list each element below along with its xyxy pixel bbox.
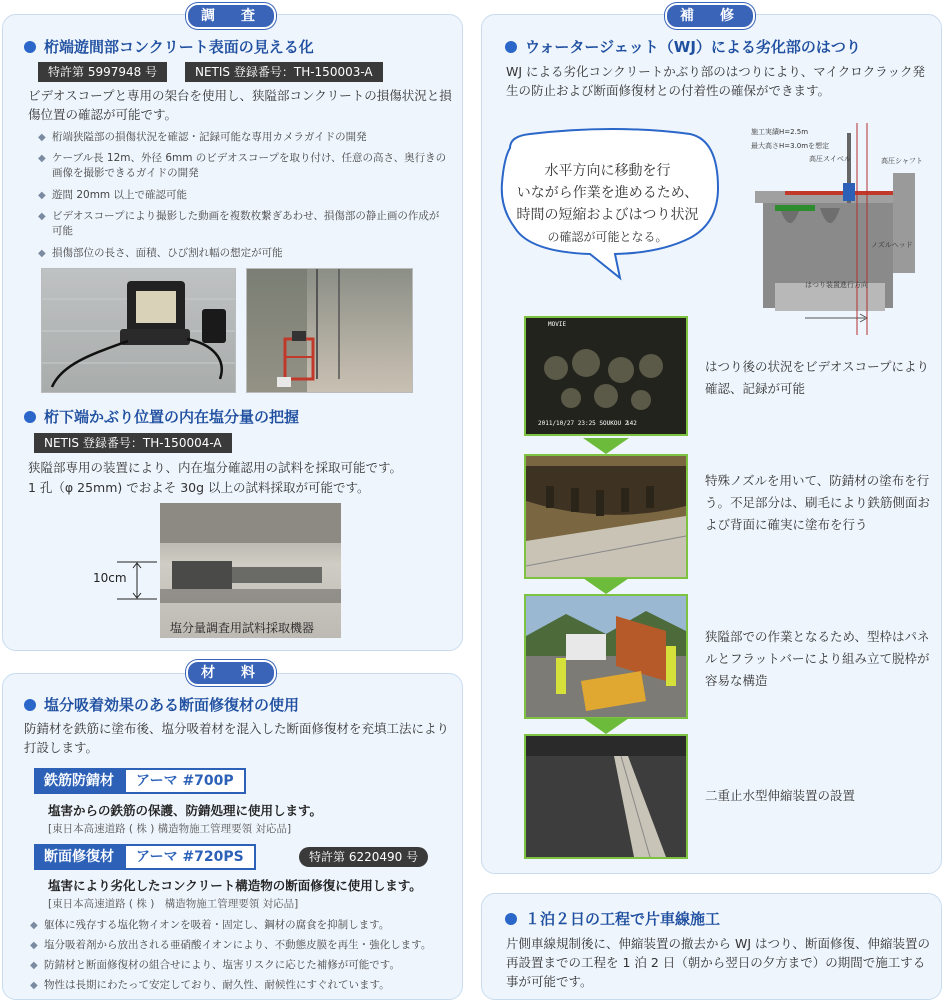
bullet-dot-icon <box>24 699 36 711</box>
diagram-label-h2: 最大高さH=3.0mを想定 <box>751 142 830 150</box>
diamond-icon: ◆ <box>38 190 46 201</box>
device-caption: 塩分量調査用試料採取機器 <box>170 621 315 635</box>
patent-badge-2: 特許第 6220490 号 <box>299 847 428 867</box>
survey-section1-desc: ビデオスコープと専用の架台を使用し、狭隘部コンクリートの損傷状況と損傷位置の確認が可能です。 <box>28 88 452 122</box>
bullet-dot-icon <box>505 913 517 925</box>
bubble-line: 水平方向に移動を行 <box>544 163 671 179</box>
video-overlay-movie: MOVIE <box>548 321 567 328</box>
survey-section2-desc-2: 1 孔（φ 25mm) でおよそ 30g 以上の試料採取が可能です。 <box>28 480 370 495</box>
step-2-text: 特殊ノズルを用いて、防錆材の塗布を行う。不足部分は、刷毛により鉄筋側面および背面に確実に塗布を行う <box>705 473 931 532</box>
product-category: 鉄筋防錆材 <box>34 768 124 794</box>
product-700p-note: [東日本高速道路 ( 株 ) 構造物施工管理要領 対応品] <box>48 823 292 835</box>
survey-bullet: ◆ 遊間 20mm 以上で確認可能 <box>38 189 187 201</box>
diamond-icon: ◆ <box>30 940 38 951</box>
video-overlay-num: 142 <box>626 420 637 427</box>
bullet-dot-icon <box>24 411 36 423</box>
bubble-line: の確認が可能となる。 <box>547 230 668 244</box>
salt-sampling-device-photo <box>160 503 341 638</box>
diamond-icon: ◆ <box>30 960 38 971</box>
diamond-icon: ◆ <box>30 980 38 991</box>
diagram-label-shaft: 高圧シャフト <box>881 157 923 165</box>
survey-section1-title: 桁端遊間部コンクリート表面の見える化 <box>24 36 314 57</box>
step-1-text: はつり後の状況をビデオスコープにより確認、記録が可能 <box>705 359 930 396</box>
site-rig-photo <box>246 268 413 393</box>
bubble-line: 時間の短縮およびはつり状況 <box>516 207 699 223</box>
bullet-dot-icon <box>24 41 36 53</box>
repair-title: ウォータージェット（WJ）による劣化部のはつり <box>505 36 861 57</box>
survey-bullet: ◆ 桁端狭隘部の損傷状況を確認・記録可能な専用カメラガイドの開発 <box>38 131 367 143</box>
material-bullet: ◆ 物性は長期にわたって安定しており、耐久性、耐候性にすぐれています。 <box>30 979 390 991</box>
survey-section2-title: 桁下端かぶり位置の内在塩分量の把握 <box>24 406 299 427</box>
netis-badge: NETIS 登録番号：TH-150003-A <box>185 62 383 82</box>
diamond-icon: ◆ <box>30 920 38 931</box>
videoscope-monitor-photo <box>41 268 236 393</box>
material-tag: 材 料 <box>186 660 276 686</box>
material-desc: 防錆材を鉄筋に塗布後、塩分吸着材を混入した断面修復材を充填工法により打設します。 <box>24 721 450 755</box>
patent-badge: 特許第 5997948 号 <box>38 62 167 82</box>
diagram-label-nozzle: ノズルヘッド <box>871 241 913 249</box>
survey-bullet: ◆ 損傷部位の長さ、面積、ひび割れ幅の想定が可能 <box>38 247 283 259</box>
step-arrow <box>583 718 629 734</box>
step-photo-expansion-joint <box>524 734 688 859</box>
diamond-icon: ◆ <box>38 153 46 164</box>
schedule-desc: 片側車線規制後に、伸縮装置の撤去から WJ はつり、断面修復、伸縮装置の再設置までの工程を 1 泊 2 日（朝から翌日の夕方まで）の期間で施工する事が可能です。 <box>506 936 930 989</box>
step-4-text: 二重止水型伸縮装置の設置 <box>705 788 856 803</box>
step-photo-nozzle <box>524 454 688 579</box>
survey-bullet: ◆ ビデオスコープにより撮影した動画を複数枚繋ぎあわせ、損傷部の静止画の作成が可能 <box>38 210 440 237</box>
diamond-icon: ◆ <box>38 248 46 259</box>
product-720ps-use: 塩害により劣化したコンクリート構造物の断面修復に使用します。 <box>48 878 422 893</box>
product-720ps <box>34 844 256 870</box>
material-bullet: ◆ 塩分吸着剤から放出される亜硝酸イオンにより、不動態皮膜を再生・強化します。 <box>30 939 432 951</box>
schedule-title: １泊２日の工程で片車線施工 <box>505 908 720 929</box>
diagram-label-direction: はつり装置進行方向 <box>805 281 868 289</box>
material-bullet: ◆ 躯体に残存する塩化物イオンを吸着・固定し、鋼材の腐食を抑制します。 <box>30 919 390 931</box>
bullet-dot-icon <box>505 41 517 53</box>
wj-equipment-diagram <box>745 113 930 335</box>
bubble-line: いながら作業を進めるため、 <box>516 185 699 201</box>
step-arrow <box>583 578 629 594</box>
survey-section2-desc-1: 狭隘部専用の装置により、内在塩分確認用の試料を採取可能です。 <box>28 460 403 475</box>
product-700p <box>34 768 246 794</box>
dimension-label: 10cm <box>93 571 127 585</box>
product-name: アーマ #720PS <box>124 844 256 870</box>
diamond-icon: ◆ <box>38 132 46 143</box>
material-title: 塩分吸着効果のある断面修復材の使用 <box>24 694 299 715</box>
repair-tag: 補 修 <box>665 3 755 29</box>
video-overlay-stamp: 2011/10/27 23:25 SOUKOU 2 <box>538 420 629 427</box>
repair-desc: WJ による劣化コンクリートかぶり部のはつりにより、マイクロクラック発生の防止および断面修復材との付着性の確保ができます。 <box>506 64 926 98</box>
netis-badge-2: NETIS 登録番号：TH-150004-A <box>34 433 232 453</box>
product-name: アーマ #700P <box>124 768 246 794</box>
survey-tag: 調 査 <box>186 3 276 29</box>
diagram-label-h1: 施工実績H=2.5m <box>751 128 809 136</box>
material-bullet: ◆ 防錆材と断面修復材の組合せにより、塩害リスクに応じた補修が可能です。 <box>30 959 400 971</box>
step-photo-formwork <box>524 594 688 719</box>
bubble-text <box>500 160 715 248</box>
diagram-label-swivel: 高圧スイベル <box>809 155 851 163</box>
step-arrow <box>583 438 629 454</box>
step-photo-videoscope <box>524 316 688 436</box>
product-700p-use: 塩害からの鉄筋の保護、防錆処理に使用します。 <box>48 803 323 818</box>
survey-bullet: ◆ ケーブル長 12m、外径 6mm のビデオスコープを取り付け、任意の高さ、奥行きの画像を撮影できるガイドの開発 <box>38 152 447 179</box>
product-category: 断面修復材 <box>34 844 124 870</box>
step-3-text: 狭隘部での作業となるため、型枠はパネルとフラットバーにより組み立て脱枠が容易な構造 <box>705 629 930 688</box>
product-720ps-note: [東日本高速道路 ( 株 ) 構造物施工管理要領 対応品] <box>48 898 299 910</box>
diamond-icon: ◆ <box>38 211 46 222</box>
